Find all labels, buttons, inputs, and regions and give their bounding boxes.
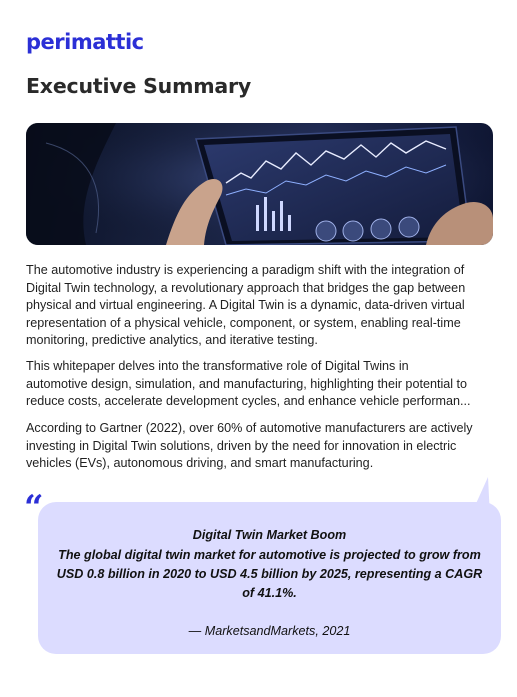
page-title: Executive Summary [26,74,252,98]
tablet-analytics-illustration-icon [26,123,493,245]
hero-image [26,123,493,245]
quote-source: — MarketsandMarkets, 2021 [188,624,351,638]
brand-logo: perimattic [26,30,144,54]
intro-paragraph: The automotive industry is experiencing a paradigm shift with the integration of Digital Twin technology, a revolutionary approach that bridges the gap between physical and virtual engineering. A Digital Twin is a dynamic, data-driven virtual representation of a physical vehicle, component, or system, enabling real-time monitoring, predictive analytics, and iterative testing. [26,263,466,347]
scope-paragraph: This whitepaper delves into the transformative role of Digital Twins in automotive design, simulation, and manufacturing, highlighting their potential to reduce costs, accelerate development cycles, and enhance vehicle performan... [26,359,471,408]
quote-mark-icon: “ [24,488,44,528]
quote-body: The global digital twin market for automotive is projected to grow from USD 0.8 billion in 2020 to USD 4.5 billion by 2025, representing a CAGR of 41.1%. [56,548,483,600]
gartner-paragraph: According to Gartner (2022), over 60% of automotive manufacturers are actively investing in Digital Twin solutions, driven by the need for innovation in electric vehicles (EVs), autonomous driving, and smart manufacturing. [26,421,473,470]
quote-heading: Digital Twin Market Boom [192,528,347,542]
